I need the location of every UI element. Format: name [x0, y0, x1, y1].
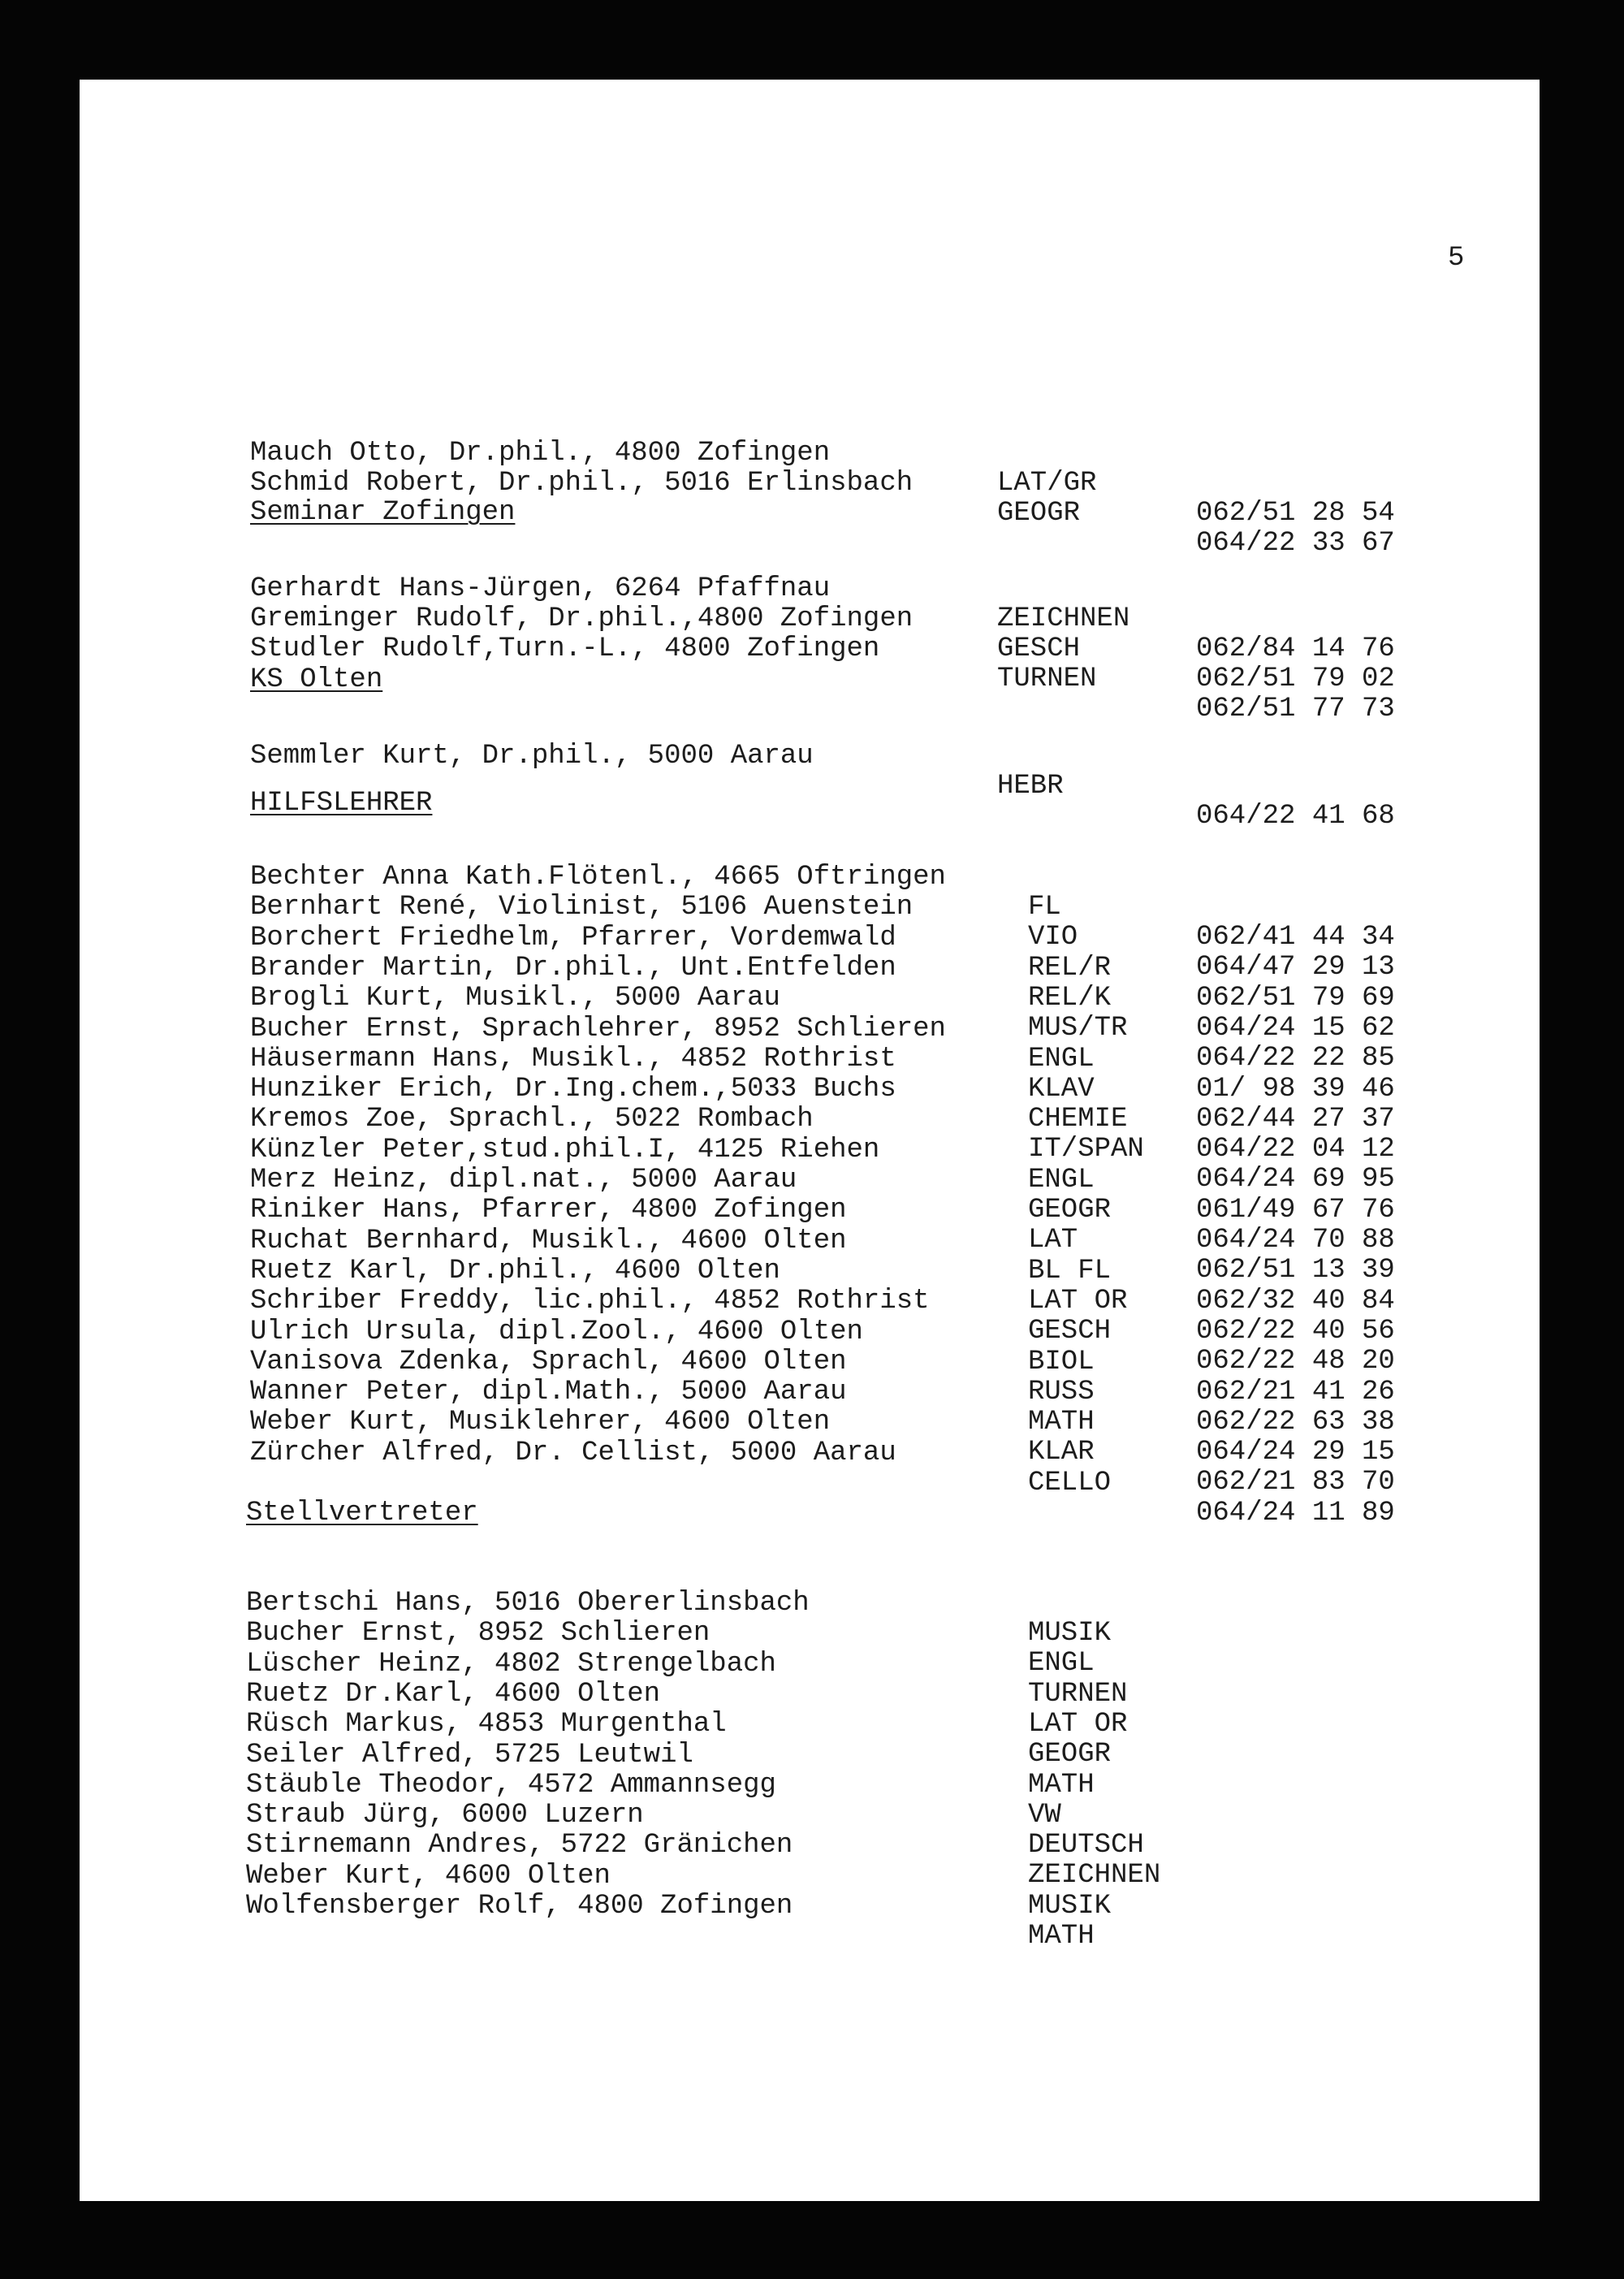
teacher-name: Semmler Kurt, Dr.phil., 5000 Aarau	[250, 741, 814, 772]
teacher-name: Brogli Kurt, Musikl., 5000 Aarau	[250, 983, 780, 1014]
teacher-subject: GEOGR	[997, 498, 1081, 529]
teacher-phone: 062/44 27 37	[1196, 1103, 1395, 1135]
teacher-phone: 064/22 41 68	[1196, 801, 1395, 832]
substitute-name: Bucher Ernst, 8952 Schlieren	[246, 1618, 710, 1650]
substitute-name: Rüsch Markus, 4853 Murgenthal	[246, 1709, 727, 1741]
teacher-subject: REL/R	[1028, 952, 1112, 984]
teacher-name: Merz Heinz, dipl.nat., 5000 Aarau	[250, 1165, 797, 1196]
document-page	[80, 80, 1540, 2201]
substitute-name: Wolfensberger Rolf, 4800 Zofingen	[246, 1891, 793, 1922]
teacher-name: Künzler Peter,stud.phil.I, 4125 Riehen	[250, 1134, 880, 1165]
teacher-phone: 064/24 69 95	[1196, 1164, 1395, 1196]
teacher-name: Hunziker Erich, Dr.Ing.chem.,5033 Buchs	[250, 1074, 896, 1105]
teacher-phone: 062/22 40 56	[1196, 1315, 1395, 1347]
teacher-name: Gerhardt Hans-Jürgen, 6264 Pfaffnau	[250, 573, 831, 604]
teacher-phone: 01/ 98 39 46	[1196, 1073, 1395, 1105]
teacher-subject: ZEICHNEN	[997, 603, 1130, 634]
teacher-name: Riniker Hans, Pfarrer, 4800 Zofingen	[250, 1195, 847, 1226]
teacher-subject: CHEMIE	[1028, 1104, 1128, 1135]
teacher-name: Greminger Rudolf, Dr.phil.,4800 Zofingen	[250, 603, 914, 634]
substitute-subject: MATH	[1028, 1921, 1095, 1952]
teacher-subject: REL/K	[1028, 982, 1112, 1014]
teacher-subject: VIO	[1028, 922, 1078, 954]
teacher-subject: KLAR	[1028, 1437, 1095, 1468]
substitute-name: Ruetz Dr.Karl, 4600 Olten	[246, 1678, 661, 1710]
teacher-phone: 064/24 11 89	[1196, 1497, 1395, 1529]
teacher-phone: 064/22 04 12	[1196, 1134, 1395, 1165]
teacher-subject: GEOGR	[1028, 1195, 1112, 1226]
teacher-subject: GESCH	[997, 634, 1081, 664]
substitute-subject: LAT OR	[1028, 1708, 1128, 1740]
seminar-heading: Seminar Zofingen	[250, 497, 516, 528]
substitute-subject: MUSIK	[1028, 1618, 1112, 1649]
teacher-phone: 062/51 79 02	[1196, 664, 1395, 694]
substitute-subject: VW	[1028, 1799, 1061, 1831]
teacher-subject: TURNEN	[997, 664, 1097, 694]
teacher-name: Bernhart René, Violinist, 5106 Auenstein	[250, 892, 914, 923]
teacher-subject: RUSS	[1028, 1376, 1095, 1408]
teacher-subject: ENGL	[1028, 1164, 1095, 1196]
substitute-name: Stäuble Theodor, 4572 Ammannsegg	[246, 1769, 776, 1801]
teacher-name: Weber Kurt, Musiklehrer, 4600 Olten	[250, 1407, 831, 1438]
teacher-phone: 062/22 48 20	[1196, 1346, 1395, 1377]
teacher-name: Brander Martin, Dr.phil., Unt.Entfelden	[250, 952, 896, 984]
teacher-name: Vanisova Zdenka, Sprachl, 4600 Olten	[250, 1346, 847, 1377]
substitute-subject: ZEICHNEN	[1028, 1860, 1161, 1892]
substitute-subject: MATH	[1028, 1769, 1095, 1801]
substitute-name: Bertschi Hans, 5016 Obererlinsbach	[246, 1588, 810, 1619]
teacher-subject: FL	[1028, 892, 1061, 923]
teacher-name: Studler Rudolf,Turn.-L., 4800 Zofingen	[250, 634, 880, 664]
substitute-name: Straub Jürg, 6000 Luzern	[246, 1800, 644, 1831]
substitute-subject: ENGL	[1028, 1648, 1095, 1680]
teacher-phone: 062/51 79 69	[1196, 982, 1395, 1014]
teacher-name: Kremos Zoe, Sprachl., 5022 Rombach	[250, 1104, 814, 1135]
teacher-phone: 064/24 70 88	[1196, 1225, 1395, 1256]
teacher-name: Zürcher Alfred, Dr. Cellist, 5000 Aarau	[250, 1437, 896, 1468]
teacher-name: Schmid Robert, Dr.phil., 5016 Erlinsbach	[250, 468, 914, 499]
teacher-phone: 064/24 29 15	[1196, 1437, 1395, 1468]
teacher-subject: CELLO	[1028, 1467, 1112, 1498]
teacher-subject: LAT/GR	[997, 468, 1097, 499]
teacher-phone: 062/21 41 26	[1196, 1376, 1395, 1408]
substitute-subject: TURNEN	[1028, 1678, 1128, 1710]
teacher-phone: 062/21 83 70	[1196, 1467, 1395, 1498]
teacher-phone: 062/51 13 39	[1196, 1255, 1395, 1287]
teacher-name: Schriber Freddy, lic.phil., 4852 Rothrist	[250, 1286, 930, 1317]
teacher-name: Ulrich Ursula, dipl.Zool., 4600 Olten	[250, 1316, 863, 1347]
substitute-name: Seiler Alfred, 5725 Leutwil	[246, 1739, 693, 1771]
substitute-name: Stirnemann Andres, 5722 Gränichen	[246, 1830, 793, 1862]
ks-olten-heading: KS Olten	[250, 664, 383, 695]
teacher-subject: KLAV	[1028, 1073, 1095, 1105]
teacher-name: Bechter Anna Kath.Flötenl., 4665 Oftringen	[250, 862, 946, 893]
teacher-subject: HEBR	[997, 771, 1064, 802]
stellvertreter-heading: Stellvertreter	[246, 1498, 478, 1529]
teacher-subject: MUS/TR	[1028, 1013, 1128, 1044]
teacher-subject: LAT	[1028, 1225, 1078, 1256]
teacher-subject: LAT OR	[1028, 1285, 1128, 1317]
teacher-name: Borchert Friedhelm, Pfarrer, Vordemwald	[250, 922, 896, 954]
teacher-name: Ruchat Bernhard, Musikl., 4600 Olten	[250, 1225, 847, 1256]
teacher-name: Wanner Peter, dipl.Math., 5000 Aarau	[250, 1377, 847, 1408]
teacher-subject: BIOL	[1028, 1346, 1095, 1377]
teacher-phone: 064/22 33 67	[1196, 528, 1395, 559]
teacher-subject: ENGL	[1028, 1043, 1095, 1075]
teacher-phone: 062/51 28 54	[1196, 498, 1395, 529]
substitute-name: Lüscher Heinz, 4802 Strengelbach	[246, 1648, 776, 1680]
teacher-name: Mauch Otto, Dr.phil., 4800 Zofingen	[250, 438, 831, 469]
teacher-subject: BL FL	[1028, 1255, 1112, 1287]
teacher-phone: 064/24 15 62	[1196, 1012, 1395, 1044]
hilfslehrer-heading: HILFSLEHRER	[250, 788, 433, 819]
substitute-subject: DEUTSCH	[1028, 1830, 1144, 1862]
teacher-name: Häusermann Hans, Musikl., 4852 Rothrist	[250, 1043, 896, 1075]
page-number: 5	[1448, 243, 1465, 274]
substitute-subject: MUSIK	[1028, 1890, 1112, 1922]
teacher-phone: 062/84 14 76	[1196, 634, 1395, 664]
teacher-subject: GESCH	[1028, 1316, 1112, 1347]
teacher-phone: 062/32 40 84	[1196, 1285, 1395, 1317]
teacher-phone: 064/22 22 85	[1196, 1043, 1395, 1075]
teacher-subject: IT/SPAN	[1028, 1134, 1144, 1165]
teacher-subject: MATH	[1028, 1407, 1095, 1438]
substitute-subject: GEOGR	[1028, 1739, 1112, 1771]
teacher-phone: 064/47 29 13	[1196, 952, 1395, 984]
teacher-name: Ruetz Karl, Dr.phil., 4600 Olten	[250, 1255, 780, 1287]
teacher-phone: 062/51 77 73	[1196, 694, 1395, 724]
teacher-phone: 061/49 67 76	[1196, 1194, 1395, 1226]
substitute-name: Weber Kurt, 4600 Olten	[246, 1860, 611, 1892]
teacher-phone: 062/41 44 34	[1196, 922, 1395, 953]
teacher-name: Bucher Ernst, Sprachlehrer, 8952 Schlieren	[250, 1013, 946, 1044]
teacher-phone: 062/22 63 38	[1196, 1406, 1395, 1438]
